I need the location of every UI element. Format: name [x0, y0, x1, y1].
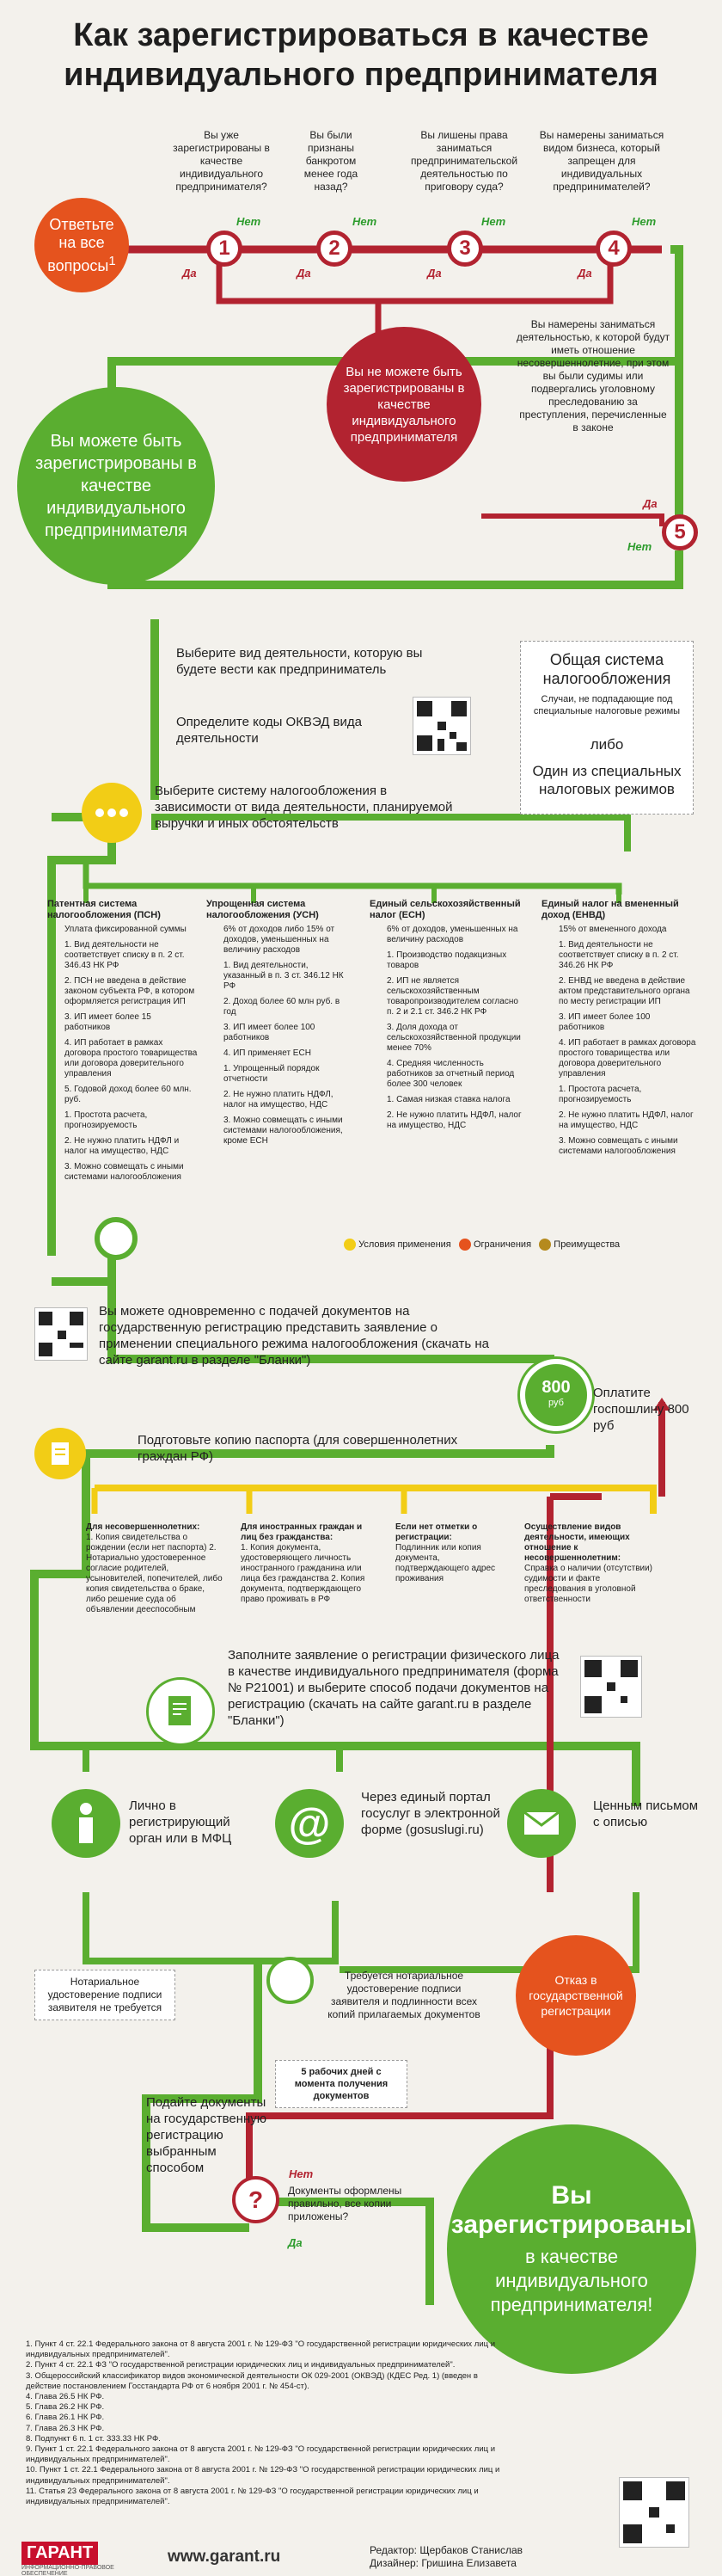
tax-column-usn	[206, 899, 352, 1152]
tax-item: 4. ИП работает в рамках договора простого товарищества или договора доверительного управления	[64, 1038, 198, 1079]
footnote: 7. Глава 26.3 НК РФ.	[26, 2423, 105, 2433]
question-4-text: Вы намерены заниматься видом бизнеса, который запрещен для индивидуальных предпринимателей?	[539, 129, 664, 193]
doc-body: 1. Копия документа, удостоверяющего личность иностранного гражданина или лица без гражданства 2. Копия документа, подтверждающего право проживать в РФ	[241, 1543, 365, 1604]
legend-restrictions: Ограничения	[473, 1239, 532, 1250]
brand-tagline: ИНФОРМАЦИОННО-ПРАВОВОЕ ОБЕСПЕЧЕНИЕ	[21, 2565, 114, 2576]
tax-item: 5. Годовой доход более 60 млн. руб.	[64, 1085, 192, 1104]
general-regime-note: Случаи, не подпадающие под специальные налоговые режимы	[533, 694, 681, 716]
tax-item: 2. ЕНВД не введена в действие актом представительного органа по месту регистрации ИП	[559, 976, 690, 1006]
refusal-text: Отказ в государственной регистрации	[529, 1973, 623, 2018]
tax-title-envd: Единый налог на вмененный доход (ЕНВД)	[542, 899, 679, 920]
footnote: 1. Пункт 4 ст. 22.1 Федерального закона от 8 августа 2001 г. № 129-ФЗ "О государственной регистрации юридических лиц и индивидуальных предпринимателей".	[26, 2339, 496, 2360]
question-3-text: Вы лишены права заниматься предпринимательской деятельностью по приговору суда?	[410, 129, 518, 193]
doc-column-minors	[86, 1522, 223, 1615]
yes-label-check: Да	[288, 2236, 303, 2249]
notary-needed: Требуется нотариальное удостоверение подписи заявителя и подлинности всех копий прилагаемых документов	[327, 1970, 480, 2020]
question-4-number: 4	[596, 231, 632, 267]
doc-column-address	[395, 1522, 507, 1584]
method-online: Через единый портал госуслуг в электронной форме (gosuslugi.ru)	[361, 1790, 500, 1837]
yes-label-3: Да	[427, 267, 442, 280]
regime-box	[520, 641, 694, 815]
passport-text: Подготовьте копию паспорта (для совершеннолетних граждан РФ)	[138, 1433, 458, 1464]
tax-item: 1. Простота расчета, прогнозируемость	[64, 1110, 148, 1130]
question-2-number: 2	[316, 231, 352, 267]
at-icon: @	[275, 1789, 344, 1858]
legend-advantages: Преимущества	[554, 1239, 621, 1250]
tax-item: Уплата фиксированной суммы	[64, 925, 187, 934]
application-text: Заполните заявление о регистрации физического лица в качестве индивидуального предпринимателя (форма № Р21001) и выберите способ подачи документов на регистрацию (скачать на сайте garant.ru в разделе "Бланки")	[228, 1648, 560, 1728]
step-okved: Определите коды ОКВЭД вида деятельности	[176, 715, 362, 746]
conditions-icon	[344, 1239, 356, 1251]
tax-item: 1. Вид деятельности, указанный в п. 3 ст. 346.12 НК РФ	[223, 961, 344, 991]
doc-title: Для несовершеннолетних:	[86, 1522, 200, 1532]
tax-item: 2. Не нужно платить НДФЛ, налог на имущество, НДС	[223, 1090, 333, 1110]
doc-body: 1. Копия свидетельства о рождении (если нет паспорта) 2. Нотариально удостоверенное согласие родителей, усыновителей, попечителей, либо копия свидетельства о браке, либо решение суда об объявлении дееспособным	[86, 1533, 223, 1614]
tax-item: 1. Вид деятельности не соответствует списку в п. 2 ст. 346.26 НК РФ	[559, 940, 679, 970]
legend-conditions: Условия применения	[358, 1239, 451, 1250]
registered-bold: Вы зарегистрированы	[450, 2181, 693, 2239]
tax-item: 3. ИП имеет более 100 работников	[559, 1012, 651, 1032]
cannot-register-circle	[327, 327, 481, 482]
ellipsis-icon	[82, 783, 142, 843]
registered-circle	[447, 2124, 696, 2374]
step-tax: Выберите систему налогообложения в зависимости от вида деятельности, планируемой выручки и иных обстоятельств	[155, 784, 453, 831]
question-3-number: 3	[447, 231, 483, 267]
question-2-text: Вы были признаны банкротом менее года назад?	[303, 129, 358, 193]
question-icon: ?	[232, 2176, 279, 2223]
registered-rest: в качестве индивидуального предпринимателя!	[490, 2246, 653, 2315]
start-sup: 1	[108, 253, 116, 268]
fee-text: Оплатите госпошлину 800 руб	[593, 1386, 689, 1433]
no-label-check: Нет	[289, 2167, 314, 2180]
fee-currency: руб	[548, 1398, 564, 1408]
footnote: 10. Пункт 1 ст. 22.1 Федерального закона от 8 августа 2001 г. № 129-ФЗ "О государственной регистрации юридических лиц и индивидуальных предпринимателей".	[26, 2465, 500, 2486]
tax-title-usn: Упрощенная система налогообложения (УСН)	[206, 899, 319, 920]
footnote: 3. Общероссийский классификатор видов экономической деятельности ОК 029-2001 (ОКВЭД) (КДЕС Ред. 1) (введен в действие постановлением Госстандарта РФ от 6 ноября 2001 г. № 454-ст).	[26, 2370, 478, 2391]
start-circle	[34, 198, 129, 292]
yes-label-4: Да	[578, 267, 592, 280]
tax-title-esn: Единый сельскохозяйственный налог (ЕСН)	[370, 899, 521, 920]
refusal-circle	[516, 1935, 636, 2056]
tax-item: 3. Можно совмещать с иными системами налогообложения	[64, 1162, 184, 1182]
footnote: 11. Статья 23 Федерального закона от 8 августа 2001 г. № 129-ФЗ "О государственной регистрации юридических лиц и индивидуальных предпринимателей".	[26, 2486, 479, 2507]
footnotes	[26, 2339, 507, 2507]
question-5-text: Вы намерены заниматься деятельностью, к которой будут иметь отношение несовершеннолетние, при этом вы были судимы или подвергались уголовному преследованию за преступления, перечисленные в законе	[516, 318, 670, 433]
qr-code-statement	[34, 1307, 88, 1361]
footnote: 8. Подпункт 6 п. 1 ст. 333.33 НК РФ.	[26, 2433, 161, 2444]
five-days: 5 рабочих дней с момента получения документов	[275, 2060, 407, 2108]
site-link[interactable]: www.garant.ru	[168, 2548, 281, 2566]
tax-item: 3. Доля дохода от сельскохозяйственной продукции менее 70%	[387, 1023, 521, 1053]
person-icon	[52, 1789, 120, 1858]
no-label-4: Нет	[632, 215, 657, 228]
brand-logo[interactable]	[21, 2542, 150, 2576]
tax-item: 2. Доход более 60 млн руб. в год	[223, 997, 340, 1017]
tax-title-psn: Патентная система налогообложения (ПСН)	[47, 899, 161, 920]
simultaneous-text: Вы можете одновременно с подачей документов на государственную регистрацию представить заявление о применении специального режима налогообложения (скачать на сайте garant.ru в разделе "Бланки")	[99, 1304, 489, 1368]
check-text: Документы оформлены правильно, все копии приложены?	[288, 2185, 402, 2222]
editor: Редактор: Щербаков Станислав	[370, 2544, 523, 2556]
yes-label-5: Да	[643, 497, 658, 510]
no-label-5: Нет	[627, 540, 652, 553]
qr-code-application	[580, 1656, 642, 1718]
can-register-text: Вы можете быть зарегистрированы в качестве индивидуального предпринимателя	[35, 432, 197, 540]
doc-title: Если нет отметки о регистрации:	[395, 1522, 478, 1542]
yes-label-2: Да	[297, 267, 311, 280]
tax-item: 1. Вид деятельности не соответствует списку в п. 2 ст. 346.43 НК РФ	[64, 940, 185, 970]
cannot-register-text: Вы не можете быть зарегистрированы в качестве индивидуального предпринимателя	[343, 364, 465, 445]
tax-column-esn	[370, 899, 524, 1136]
no-label-2: Нет	[352, 215, 377, 228]
footnote: 4. Глава 26.5 НК РФ.	[26, 2392, 105, 2402]
start-label: Ответьте на все вопросы	[47, 215, 114, 274]
footnote: 9. Пункт 1 ст. 22.1 Федерального закона от 8 августа 2001 г. № 129-ФЗ "О государственной регистрации юридических лиц и индивидуальных предпринимателей".	[26, 2444, 496, 2465]
no-label-3: Нет	[481, 215, 506, 228]
doc-title: Для иностранных граждан и лиц без гражданства:	[241, 1522, 363, 1542]
tax-item: 15% от вмененного дохода	[559, 925, 667, 934]
can-register-circle	[17, 387, 215, 585]
tax-column-psn	[47, 899, 198, 1188]
tax-item: 6% от доходов либо 15% от доходов, уменьшенных на величину расходов	[223, 925, 335, 955]
tax-item: 2. ИП не является сельскохозяйственным товаропроизводителем согласно п. 2 и 2.1 ст. 346.2 НК РФ	[387, 976, 518, 1017]
tax-item: 3. Можно совмещать с иными системами налогообложения, кроме ЕСН	[223, 1116, 343, 1146]
footnote: 2. Пункт 4 ст. 22.1 ФЗ "О государственной регистрации юридических лиц и индивидуальных предпринимателей".	[26, 2360, 456, 2370]
yes-label-1: Да	[182, 267, 197, 280]
envelope-icon	[507, 1789, 576, 1858]
question-1-text: Вы уже зарегистрированы в качестве индивидуального предпринимателя?	[173, 129, 270, 193]
qr-code-okved	[413, 697, 471, 755]
brand-name: ГАРАНТ	[21, 2542, 98, 2565]
method-mail: Ценным письмом с описью	[593, 1798, 699, 1829]
doc-column-activity	[524, 1522, 662, 1605]
tax-item: 4. ИП применяет ЕСН	[223, 1048, 311, 1058]
step-activity: Выберите вид деятельности, которую вы будете вести как предприниматель	[176, 646, 423, 677]
tax-item: 2. ПСН не введена в действие законом субъекта РФ, в котором оформляется регистрация ИП	[64, 976, 195, 1006]
stamp-icon	[266, 1957, 314, 2004]
designer: Дизайнер: Гришина Елизавета	[370, 2557, 517, 2569]
doc-body: Подлинник или копия документа, подтверждающего адрес проживания	[395, 1543, 496, 1583]
tax-item: 3. ИП имеет более 15 работников	[64, 1012, 151, 1032]
advantages-icon	[539, 1239, 551, 1251]
qr-code-footer	[619, 2477, 689, 2548]
doc-body: Справка о наличии (отсутствии) судимости и факте преследования в уголовной ответственности	[524, 1564, 653, 1604]
tax-item: 3. ИП имеет более 100 работников	[223, 1023, 315, 1042]
page-title: Как зарегистрироваться в качестве индивидуального предпринимателя	[64, 17, 658, 93]
tax-item: 2. Не нужно платить НДФЛ и налог на имущество, НДС	[64, 1136, 180, 1156]
doc-title: Осуществление видов деятельности, имеющих отношение к несовершеннолетним:	[524, 1522, 630, 1563]
tax-item: 1. Простота расчета, прогнозируемость	[559, 1085, 642, 1104]
tax-item: 2. Не нужно платить НДФЛ, налог на имущество, НДС	[559, 1110, 694, 1130]
no-label-1: Нет	[236, 215, 261, 228]
tax-item: 6% от доходов, уменьшенных на величину расходов	[387, 925, 518, 944]
doc-column-foreigners	[241, 1522, 378, 1605]
tax-item: 4. ИП работает в рамках договора простого товарищества или договора доверительного управления	[559, 1038, 696, 1079]
document-icon	[34, 1428, 86, 1479]
notary-not-needed: Нотариальное удостоверение подписи заявителя не требуется	[34, 1970, 175, 2020]
tax-item: 1. Самая низкая ставка налога	[387, 1095, 511, 1104]
fee-amount: 800	[542, 1378, 571, 1397]
tax-item: 3. Можно совмещать с иными системами налогообложения	[559, 1136, 678, 1156]
general-regime-title: Общая система налогообложения	[542, 651, 671, 687]
tax-item: 4. Средняя численность работников за отчетный период более 300 человек	[387, 1059, 515, 1089]
restrictions-icon	[459, 1239, 471, 1251]
tax-item: 1. Производство подакцизных товаров	[387, 950, 507, 970]
credits	[370, 2544, 523, 2570]
special-regime: Один из специальных налоговых режимов	[532, 763, 682, 797]
submit-text: Подайте документы на государственную регистрацию выбранным способом	[146, 2095, 267, 2175]
footnote: 5. Глава 26.2 НК РФ.	[26, 2402, 105, 2413]
junction-icon	[95, 1217, 138, 1260]
question-1-number: 1	[206, 231, 242, 267]
tax-item: 1. Упрощенный порядок отчетности	[223, 1064, 320, 1084]
form-icon	[146, 1677, 215, 1746]
footnote: 6. Глава 26.1 НК РФ.	[26, 2413, 105, 2423]
question-5-number: 5	[662, 514, 698, 550]
tax-column-envd	[542, 899, 696, 1162]
legend	[344, 1239, 620, 1251]
tax-item: 2. Не нужно платить НДФЛ, налог на имущество, НДС	[387, 1110, 522, 1130]
fee-circle	[520, 1359, 592, 1431]
regime-or: либо	[590, 736, 624, 753]
method-personal: Лично в регистрирующий орган или в МФЦ	[129, 1798, 232, 1846]
